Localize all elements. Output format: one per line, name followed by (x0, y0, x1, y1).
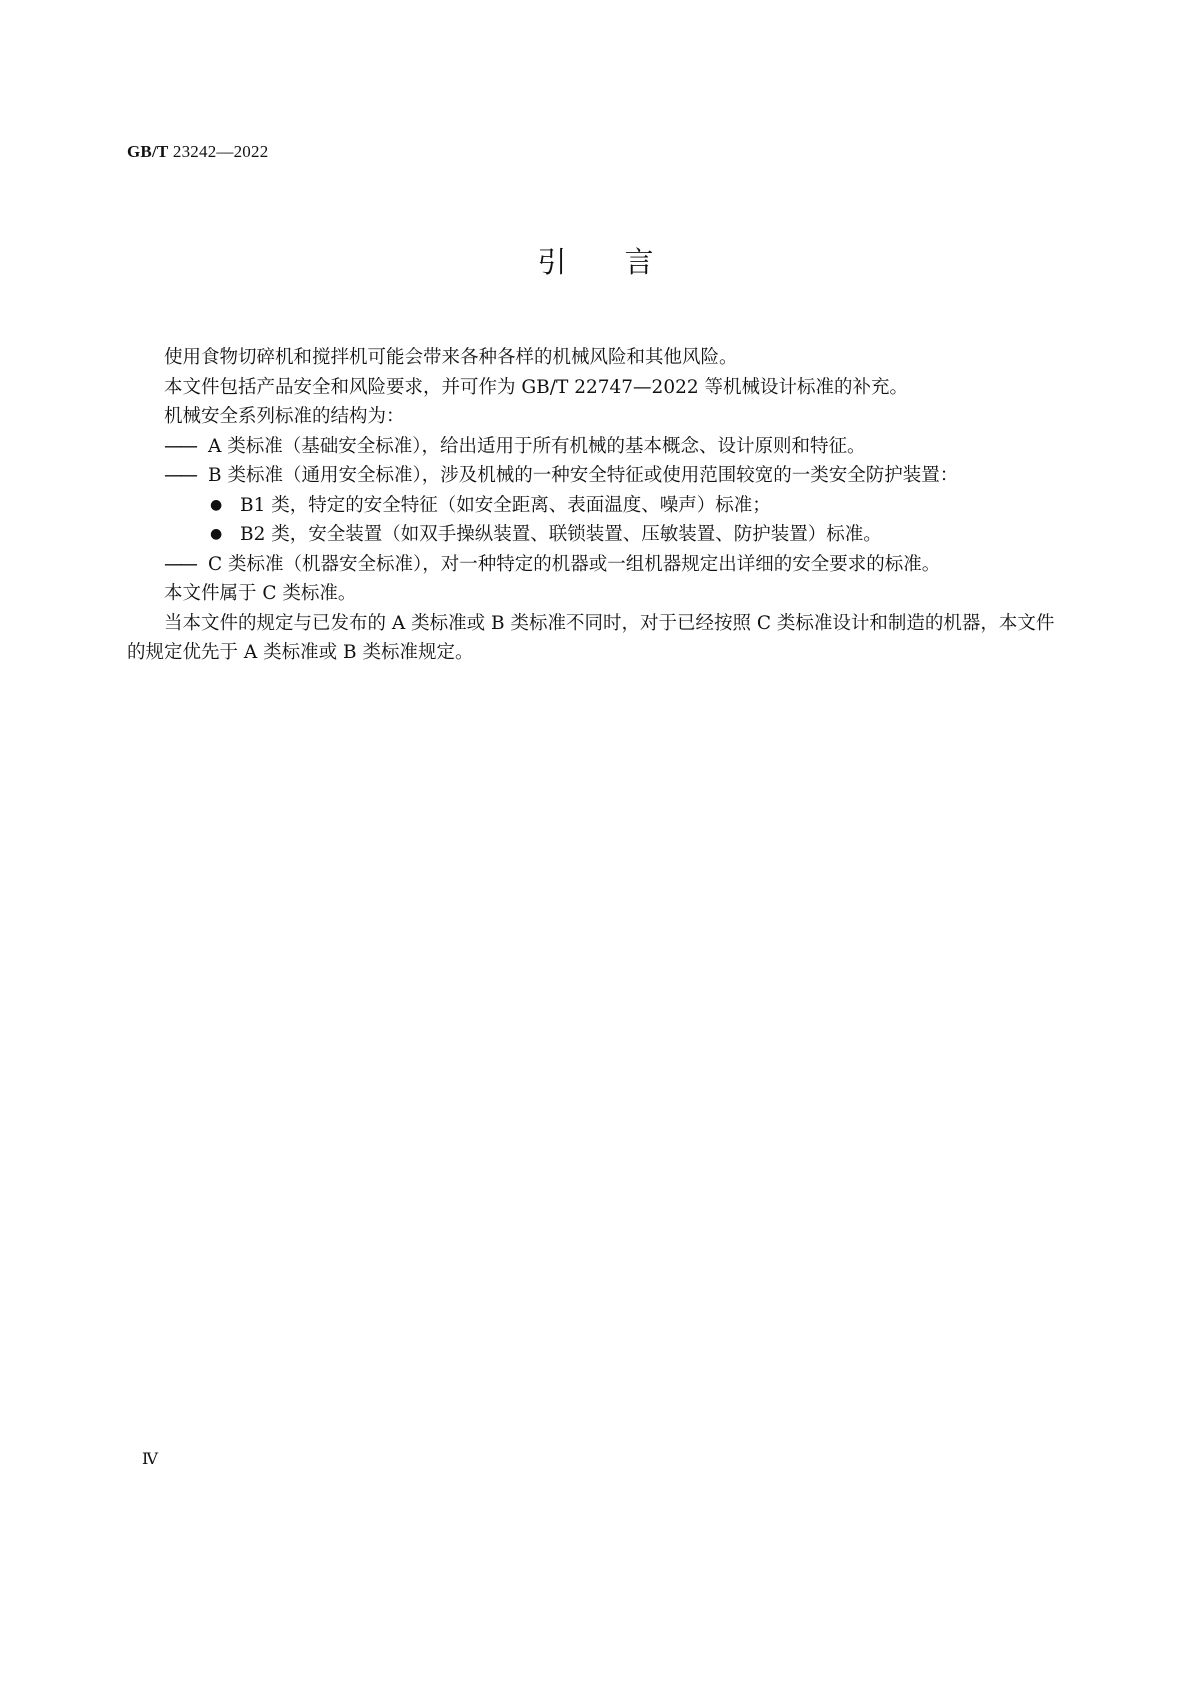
list-item-text: B 类标准（通用安全标准），涉及机械的一种安全特征或使用范围较宽的一类安全防护装置： (208, 465, 959, 486)
dash-marker: —— (164, 435, 195, 457)
list-item-type-b (127, 461, 1057, 491)
dash-marker: —— (164, 465, 195, 486)
list-item-text: B1 类，特定的安全特征（如安全距离、表面温度、噪声）标准； (240, 494, 771, 516)
bullet-icon: ● (210, 526, 223, 542)
list-item-text: B2 类，安全装置（如双手操纵装置、联锁装置、压敏装置、防护装置）标准。 (240, 524, 882, 545)
section-title: 引言 (537, 245, 712, 279)
paragraph-risks: 使用食物切碎机和搅拌机可能会带来各种各样的机械风险和其他风险。 (164, 347, 738, 368)
paragraph-classification: 本文件属于 C 类标准。 (164, 583, 357, 604)
list-item-type-b1 (127, 491, 1057, 521)
list-item-text: A 类标准（基础安全标准），给出适用于所有机械的基本概念、设计原则和特征。 (208, 435, 866, 457)
list-item-type-b2 (127, 520, 1057, 550)
bullet-icon: ● (210, 496, 223, 513)
list-item-type-a (127, 432, 1057, 462)
paragraph-structure: 机械安全系列标准的结构为： (164, 406, 405, 427)
standard-code-number: 23242—2022 (172, 142, 269, 161)
introduction-body (127, 343, 1057, 668)
list-item-type-c (127, 550, 1057, 580)
standard-code-prefix: GB/T (127, 142, 169, 161)
dash-marker: —— (164, 553, 195, 575)
page-number: Ⅳ (142, 1451, 158, 1468)
list-item-text: C 类标准（机器安全标准），对一种特定的机器或一组机器规定出详细的安全要求的标准。 (208, 553, 941, 575)
paragraph-precedence: 当本文件的规定与已发布的 A 类标准或 B 类标准不同时，对于已经按照 C 类标准设计和制造的机器，本文件的规定优先于 A 类标准或 B 类标准规定。 (127, 612, 1055, 663)
standard-code (127, 142, 268, 162)
paragraph-scope: 本文件包括产品安全和风险要求，并可作为 GB/T 22747—2022 等机械设计标准的补充。 (164, 376, 909, 398)
